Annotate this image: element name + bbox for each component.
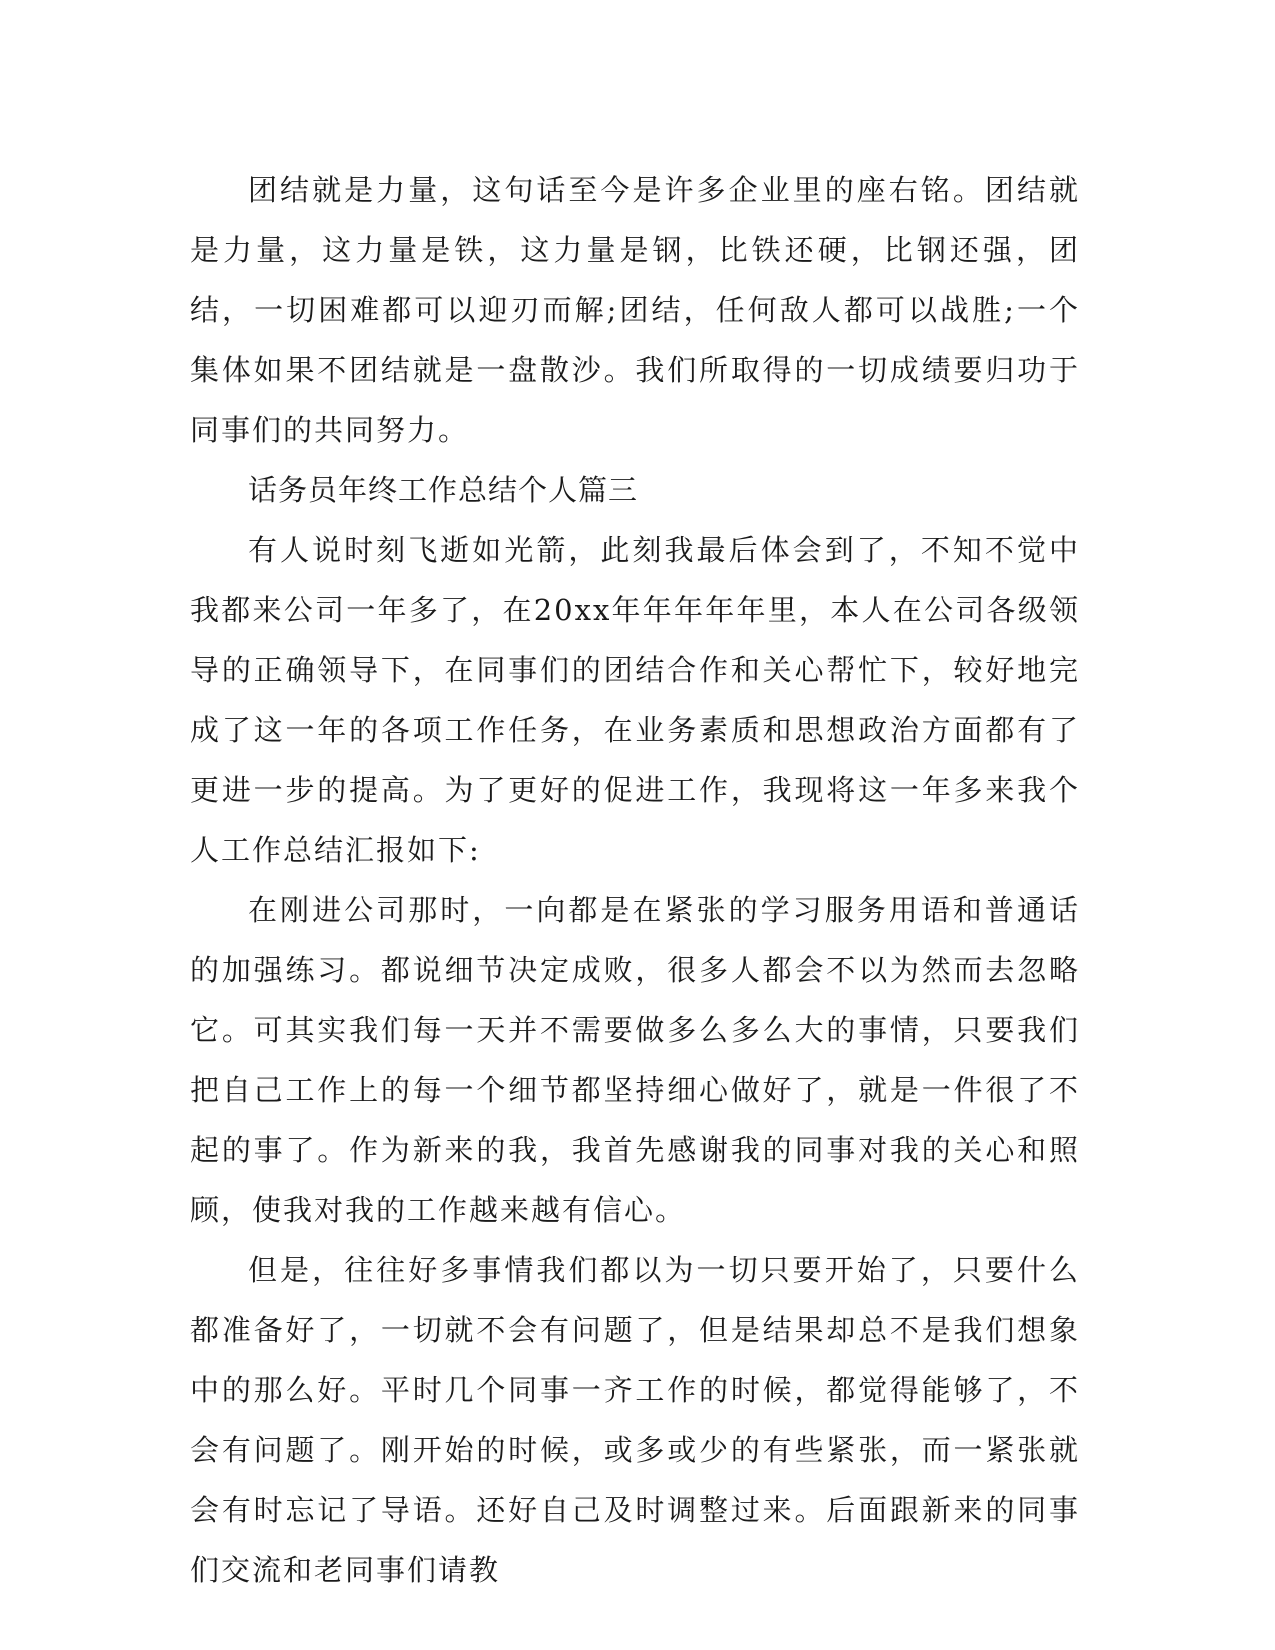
- paragraph-details: 在刚进公司那时，一向都是在紧张的学习服务用语和普通话的加强练习。都说细节决定成败，很多人都会不以为然而去忽略它。可其实我们每一天并不需要做多么多么大的事情，只要我们把自己工作上的每一个细节都坚持细心做好了，就是一件很了不起的事了。作为新来的我，我首先感谢我的同事对我的关心和照顾，使我对我的工作越来越有信心。: [190, 893, 1080, 1227]
- document-body: [190, 160, 1080, 1600]
- section-heading: 话务员年终工作总结个人篇三: [248, 473, 639, 507]
- paragraph-challenges: 但是，往往好多事情我们都以为一切只要开始了，只要什么都准备好了，一切就不会有问题了，但是结果却总不是我们想象中的那么好。平时几个同事一齐工作的时候，都觉得能够了，不会有问题了。刚开始的时候，或多或少的有些紧张，而一紧张就会有时忘记了导语。还好自己及时调整过来。后面跟新来的同事们交流和老同事们请教: [190, 1253, 1080, 1587]
- paragraph-intro: 有人说时刻飞逝如光箭，此刻我最后体会到了，不知不觉中我都来公司一年多了，在20xx年年年年年里，本人在公司各级领导的正确领导下，在同事们的团结合作和关心帮忙下，较好地完成了这一年的各项工作任务，在业务素质和思想政治方面都有了更进一步的提高。为了更好的促进工作，我现将这一年多来我个人工作总结汇报如下:: [190, 533, 1080, 867]
- paragraph-unity: 团结就是力量，这句话至今是许多企业里的座右铭。团结就是力量，这力量是铁，这力量是钢，比铁还硬，比钢还强，团结，一切困难都可以迎刃而解;团结，任何敌人都可以战胜;一个集体如果不团结就是一盘散沙。我们所取得的一切成绩要归功于同事们的共同努力。: [190, 173, 1080, 447]
